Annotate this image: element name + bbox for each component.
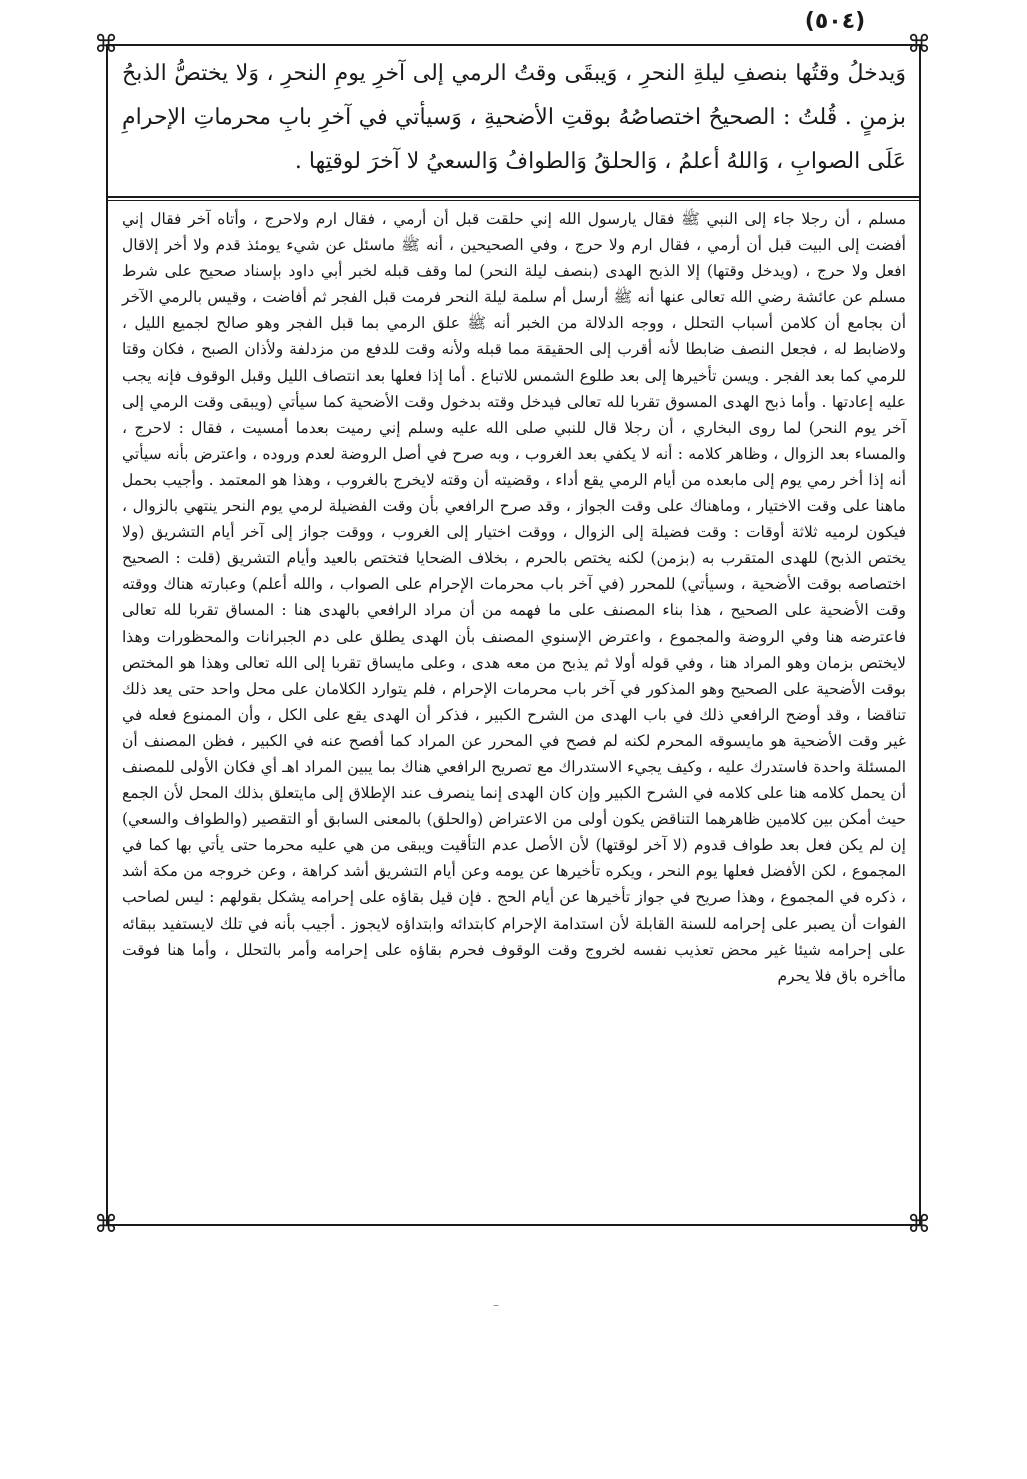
right-border [919,44,921,1224]
corner-ornament-icon: ⌘ [94,30,118,58]
matn-text-block [122,52,906,184]
matn-sharh-divider-thin [106,200,921,201]
left-border [106,44,108,1224]
bottom-rule [106,1224,921,1226]
matn-paragraph: وَيدخلُ وقتُها بنصفِ ليلةِ النحرِ ، وَيبقَى وقتُ الرمي إلى آخرِ يومِ النحرِ ، وَلا يختصُّ الذبحُ بزمنٍ . قُلتُ : الصحيحُ اختصاصُهُ بوقتِ الأضحيةِ ، وَسيأتي في آخرِ بابِ محرماتِ الإحرامِ عَلَى الصوابِ ، وَاللهُ أعلمُ ، وَالحلقُ وَالطوافُ وَالسعيُ لا آخرَ لوقتِها . [122,61,906,174]
top-rule [106,44,921,46]
sharh-paragraph: مسلم ، أن رجلا جاء إلى النبي ﷺ فقال يارسول الله إني حلقت قبل أن أرمي ، فقال ارم ولاحرج ، وأتاه آخر فقال إني أفضت إلى البيت قبل أن أرمي ، فقال ارم ولا حرج ، وفي الصحيحين ، أنه ﷺ ماسئل عن شيء يومئذ قدم ولا أخر إلاقال افعل ولا حرج ، (ويدخل وقتها) إلا الذبح الهدى (بنصف ليلة النحر) لما وقف قبله لخبر أبي داود بإسناد صحيح على شرط مسلم عن عائشة رضي الله تعالى عنها أنه ﷺ أرسل أم سلمة ليلة النحر فرمت قبل الفجر ثم أفاضت ، وقيس بالرمي الآخر أن بجامع أن كلامن أسباب التحلل ، ووجه الدلالة من الخبر أنه ﷺ علق الرمي بما قبل الفجر وهو صالح لجميع الليل ، ولاضابط له ، فجعل النصف ضابطا لأنه أقرب إلى الحقيقة مما قبله ولأنه وقت للدفع من مزدلفة ولأذان الصبح ، فكان وقتا للرمي كما بعد الفجر . ويسن تأخيرها إلى بعد طلوع الشمس للاتباع . أما إذا فعلها بعد انتصاف الليل وقبل الوقوف فإنه يجب عليه إعادتها . وأما ذبح الهدى المسوق تقربا لله تعالى فيدخل وقته بدخول وقت الأضحية كما سيأتي (ويبقى وقت الرمي إلى آخر يوم النحر) لما روى البخاري ، أن رجلا قال للنبي صلى الله عليه وسلم إني رميت بعدما أمسيت ، فقال : لاحرج ، والمساء بعد الزوال ، وظاهر كلامه : أنه لا يكفي بعد الغروب ، وبه صرح في أصل الروضة لعدم وروده ، واعترض بأنه سيأتي أنه إذا أخر رمي يوم إلى مابعده من أيام الرمي يقع أداء ، وقضيته أن وقته لايخرج بالغروب ، وهذا هو المعتمد . وأجيب بحمل ماهنا على وقت الاختيار ، وماهناك على وقت الجواز ، وقد صرح الرافعي بأن وقت الفضيلة لرمي يوم النحر ينتهي بالزوال ، فيكون لرميه ثلاثة أوقات : وقت فضيلة إلى الزوال ، ووقت اختيار إلى الغروب ، ووقت جواز إلى آخر أيام التشريق (ولا يختص الذبح) للهدى المتقرب به (بزمن) لكنه يختص بالحرم ، بخلاف الضحايا فتختص بالعيد وأيام التشريق (قلت : الصحيح اختصاصه بوقت الأضحية ، وسيأتي) للمحرر (في آخر باب محرمات الإحرام على الصواب ، والله أعلم) وعبارته هناك ووقته وقت الأضحية على الصحيح ، هذا بناء المصنف على ما فهمه من أن مراد الرافعي بالهدى هنا : المساق تقربا لله تعالى فاعترضه هنا وفي الروضة والمجموع ، واعترض الإسنوي المصنف بأن الهدى يطلق على دم الجبرانات والمحظورات وهذا لايختص بزمان وهو المراد هنا ، وفي قوله أولا ثم يذبح من معه هدى ، وعلى مايساق تقربا إلى الله تعالى وهذا هو المختص بوقت الأضحية على الصحيح وهو المذكور في آخر باب محرمات الإحرام ، فلم يتوارد الكلامان على محل واحد حتى يعد ذلك تناقضا ، وقد أوضح الرافعي ذلك في باب الهدى من الشرح الكبير ، فذكر أن الهدى يقع على الكل ، وأن الممنوع فعله في غير وقت الأضحية هو مايسوقه المحرم لكنه لم فصح في المحرر عن المراد كما أفصح عنه في الكبير ، فظن المصنف أن المسئلة واحدة فاستدرك عليه ، وكيف يجيء الاستدراك مع تصريح الرافعي هناك بما يبين المراد اهـ أي فكان الأولى للمصنف أن يحمل كلامه هنا على كلامه في الشرح الكبير وإن كان الهدى إنما ينصرف عند الإطلاق إلى مايتعلق بذلك المحل لأن الجمع حيث أمكن بين كلامين ظاهرهما التناقض يكون أولى من الاعتراض (والحلق) بالمعنى السابق أو التقصير (والطواف والسعي) إن لم يكن فعل بعد طواف قدوم (لا آخر لوقتها) لأن الأصل عدم التأقيت ويبقى من هي عليه محرما حتى يأتي بها كما في المجموع ، لكن الأفضل فعلها يوم النحر ، ويكره تأخيرها عن يومه وعن أيام التشريق أشد كراهة ، وعن خروجه من مكة أشد ، ذكره في المجموع ، وهذا صريح في جواز تأخيرها عن أيام الحج . فإن قيل بقاؤه على إحرامه يشكل بقولهم : ليس لصاحب الفوات أن يصبر على إحرامه للسنة القابلة لأن استدامة الإحرام كابتدائه وابتداؤه لايجوز . أجيب بأنه في تلك لايستفيد ببقائه على إحرامه شيئا غير محض تعذيب نفسه لخروج وقت الوقوف فحرم بقاؤه على إحرامه وأمر بالتحلل ، وأما هنا فوقت ماأخره باق فلا يحرم [122,210,906,985]
corner-ornament-icon: ⌘ [94,1210,118,1238]
matn-sharh-divider [106,196,921,198]
corner-ornament-icon: ⌘ [907,30,931,58]
corner-ornament-icon: ⌘ [907,1210,931,1238]
page-number: (٥٠٤) [804,9,866,34]
footer-mark: – [493,1298,499,1312]
sharh-text-block [122,206,906,989]
